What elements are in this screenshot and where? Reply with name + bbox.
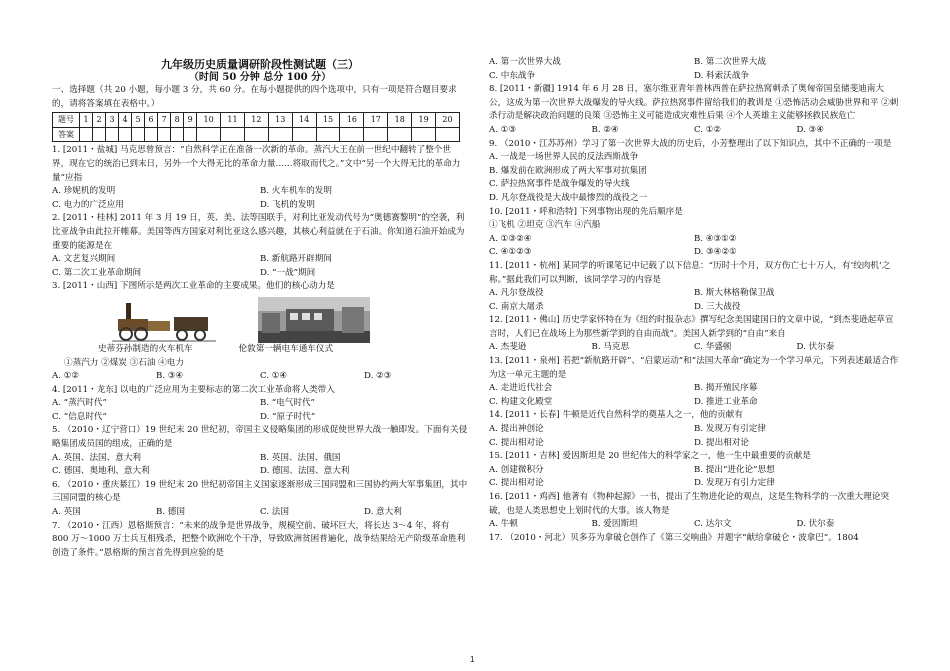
question-12 bbox=[489, 314, 899, 355]
question-16 bbox=[489, 491, 899, 532]
answer-cell[interactable] bbox=[412, 127, 436, 142]
option-a: A. 牛顿 bbox=[489, 519, 518, 530]
option-b: B. ④③①② bbox=[694, 233, 737, 244]
option-a: A. 文艺复兴期间 bbox=[52, 254, 116, 265]
option-c: C. ④①②③ bbox=[489, 247, 532, 258]
option-c: C. 德国、奥地利、意大利 bbox=[52, 466, 150, 477]
option-a: A. ①③ bbox=[489, 124, 517, 135]
exam-title: 九年级历史质量调研阶段性测试题（三） bbox=[161, 58, 359, 71]
option-c: C. 第二次工业革命期间 bbox=[52, 267, 142, 278]
answer-table-number: 18 bbox=[388, 113, 412, 128]
answer-table-number: 20 bbox=[436, 113, 460, 128]
section-intro: 一、选择题（共 20 小题，每小题 3 分，共 60 分。在每小题提供的四个选项中，只有一项是符合题目要求的，请将答案填在表格中。） bbox=[52, 85, 457, 109]
answer-table-number: 10 bbox=[197, 113, 221, 128]
question-stem: 14. [2011・长春] 牛顿是近代自然科学的奠基人之一，他的贡献有 bbox=[489, 410, 743, 421]
option-d: D. 推进工业革命 bbox=[694, 396, 758, 407]
answer-cell[interactable] bbox=[158, 127, 171, 142]
answer-cell[interactable] bbox=[244, 127, 268, 142]
option-d: D. 伏尔泰 bbox=[796, 519, 835, 530]
question-stem: 8. [2011・新疆] 1914 年 6 月 28 日，塞尔维亚青年普林西普在萨拉热窝刺杀了奥匈帝国皇储斐迪南大公，这成为第一次世界大战爆发的导火线。萨拉热窝事件留给我们的教训是 ①恐怖活动会威胁世界和平 ②刺杀行动是解决政治问题的良策 ③恐怖主义可能造成灾难性后果 ④个人英雄主义能够拯救民族危亡 bbox=[489, 84, 899, 122]
option-c: C. 中东战争 bbox=[489, 70, 536, 81]
answer-cell[interactable] bbox=[436, 127, 460, 142]
option-d: D. 提出相对论 bbox=[694, 437, 750, 448]
option-a: A. “蒸汽时代” bbox=[52, 398, 107, 409]
option-d: D. ②③ bbox=[364, 371, 392, 382]
answer-table-header: 题号 bbox=[53, 113, 80, 128]
question-4 bbox=[52, 384, 468, 425]
option-a: A. 走进近代社会 bbox=[489, 383, 553, 394]
option-b: B. ③④ bbox=[156, 371, 184, 382]
option-b: B. 爆发前在欧洲形成了两大军事对抗集团 bbox=[489, 165, 647, 176]
question-8 bbox=[489, 83, 899, 137]
option-a: A. 杰斐逊 bbox=[489, 342, 527, 353]
question-14 bbox=[489, 409, 899, 450]
question-stem: 12. [2011・佛山] 历史学家怀特在为《纽约时报杂志》撰写纪念美国建国日的文章中说，“到杰斐逊起草宣言时，人们已在战场上为那些新学到的自由而战”。美国人新学到的“自由”来自 bbox=[489, 315, 894, 339]
option-c: C. 提出相对论 bbox=[489, 437, 544, 448]
option-a: A. ①③②④ bbox=[489, 233, 532, 244]
option-a: A. 提出神创论 bbox=[489, 424, 544, 435]
question-stem: 1. [2011・盐城] 马克思曾预言：“自然科学正在准备一次新的革命。蒸汽大王在前一世纪中翻转了整个世界，现在它的统治已到末日，另外一个大得无比的革命力量……将取而代之。”文中“另一个大得无比的革命力量”应指 bbox=[52, 145, 461, 183]
option-d: D. 德国、法国、意大利 bbox=[260, 466, 350, 477]
option-c: C. 南京大屠杀 bbox=[489, 301, 544, 312]
answer-cell[interactable] bbox=[184, 127, 197, 142]
answer-table-number: 8 bbox=[171, 113, 184, 128]
question-stem: 5. （2010・辽宁营口）19 世纪末 20 世纪初，帝国主义侵略集团的形成促使世界大战一触即发。下面有关侵略集团成员国的组成，正确的是 bbox=[52, 425, 468, 450]
answer-table bbox=[52, 112, 460, 142]
question-11 bbox=[489, 260, 899, 314]
answer-table-number: 11 bbox=[221, 113, 245, 128]
electric-tram-photo bbox=[258, 297, 370, 343]
question-9 bbox=[489, 138, 899, 206]
answer-table-number: 12 bbox=[244, 113, 268, 128]
answer-cell[interactable] bbox=[93, 127, 106, 142]
answer-table-number: 19 bbox=[412, 113, 436, 128]
answer-cell[interactable] bbox=[197, 127, 221, 142]
question-stem: 4. [2011・龙东] 以电的广泛应用为主要标志的第二次工业革命将人类带入 bbox=[52, 384, 335, 395]
option-c: C. 提出相对论 bbox=[489, 478, 544, 489]
question-stem: 17. （2010・河北）贝多芬为拿破仑创作了《第三交响曲》并题字“献给拿破仑・波拿巴”。1804 bbox=[489, 532, 859, 543]
option-c: C. 电力的广泛应用 bbox=[52, 199, 124, 210]
answer-table-number: 3 bbox=[106, 113, 119, 128]
question-stem: 9. （2010・江苏苏州）学习了第一次世界大战的历史后，小芳整理出了以下知识点，其中不正确的一项是 bbox=[489, 138, 892, 149]
option-b: B. 发现万有引定律 bbox=[694, 424, 766, 435]
option-c: C. “信息时代” bbox=[52, 411, 107, 422]
image-caption-tram: 伦敦第一辆电车通车仪式 bbox=[238, 343, 334, 354]
option-c: C. ①④ bbox=[260, 371, 288, 382]
option-d: D. ③④ bbox=[796, 124, 824, 135]
answer-cell[interactable] bbox=[119, 127, 132, 142]
answer-cell[interactable] bbox=[106, 127, 119, 142]
question-17 bbox=[489, 532, 899, 546]
answer-table-number: 7 bbox=[158, 113, 171, 128]
option-b: B. 提出“进化论”思想 bbox=[694, 464, 775, 475]
question-13 bbox=[489, 355, 899, 409]
answer-cell[interactable] bbox=[364, 127, 388, 142]
question-2 bbox=[52, 212, 468, 280]
option-a: A. 英国、法国、意大利 bbox=[52, 452, 142, 463]
answer-table-number: 1 bbox=[80, 113, 93, 128]
option-b: B. 马克思 bbox=[591, 342, 630, 353]
option-b: B. 揭开殖民序幕 bbox=[694, 383, 758, 394]
option-a: A. 第一次世界大战 bbox=[489, 57, 561, 67]
question-stem: 6. （2010・重庆綦江）19 世纪末 20 世纪初帝国主义国家逐渐形成三国同盟和三国协约两大军事集团，其中三国同盟的核心是 bbox=[52, 479, 468, 504]
answer-table-number: 14 bbox=[292, 113, 316, 128]
question-6 bbox=[52, 479, 468, 520]
answer-cell[interactable] bbox=[80, 127, 93, 142]
option-b: B. “电气时代” bbox=[260, 398, 315, 409]
page-number: 1 bbox=[470, 655, 475, 664]
answer-cell[interactable] bbox=[316, 127, 340, 142]
question-1 bbox=[52, 144, 468, 212]
option-c: C. 达尔文 bbox=[694, 519, 732, 530]
question-stem: 11. [2011・杭州] 某同学的听课笔记中记载了以下信息：“历时十个月，双方伤亡七十万人，有‘绞肉机’之称。”据此我们可以判断，该同学学习的内容是 bbox=[489, 260, 891, 285]
option-b: B. 第二次世界大战 bbox=[694, 57, 766, 67]
option-d: D. 伏尔泰 bbox=[796, 342, 835, 353]
answer-table-label: 答案 bbox=[53, 127, 80, 142]
option-b: B. 爱因斯坦 bbox=[591, 519, 638, 530]
answer-table-number: 15 bbox=[316, 113, 340, 128]
right-column bbox=[489, 56, 899, 545]
question-stem: 10. [2011・呼和浩特] 下列事物出现的先后顺序是 bbox=[489, 206, 683, 217]
answer-table-number: 4 bbox=[119, 113, 132, 128]
option-c: C. 华盛顿 bbox=[694, 342, 732, 353]
option-c: C. 萨拉热窝事件是战争爆发的导火线 bbox=[489, 179, 630, 190]
answer-cell[interactable] bbox=[292, 127, 316, 142]
option-d: D. “原子时代” bbox=[260, 411, 316, 422]
option-c: C. 构建文化殿堂 bbox=[489, 396, 553, 407]
answer-cell[interactable] bbox=[268, 127, 292, 142]
answer-cell[interactable] bbox=[388, 127, 412, 142]
option-d: D. “一战”期间 bbox=[260, 267, 316, 278]
option-b: B. ②④ bbox=[591, 124, 619, 135]
answer-table-number: 2 bbox=[93, 113, 106, 128]
steam-locomotive-image bbox=[108, 297, 220, 343]
answer-table-number: 13 bbox=[268, 113, 292, 128]
left-column bbox=[52, 0, 468, 560]
option-d: D. 飞机的发明 bbox=[260, 199, 316, 210]
question-items: ①蒸汽力 ②煤炭 ③石油 ④电力 bbox=[64, 357, 184, 368]
option-a: A. 珍妮机的发明 bbox=[52, 186, 116, 197]
option-b: B. 斯大林格勒保卫战 bbox=[694, 288, 775, 299]
question-stem: 16. [2011・鸡西] 他著有《物种起源》一书，提出了生物进化论的观点，这是生物科学的一次重大理论突破，也是人类思想史上划时代的大事。该人物是 bbox=[489, 492, 890, 516]
option-d: D. 科索沃战争 bbox=[694, 70, 750, 81]
option-a: A. 一战是一场世界人民的反法西斯战争 bbox=[489, 152, 639, 163]
answer-cell[interactable] bbox=[221, 127, 245, 142]
question-stem: 3. [2011・山西] 下图所示是两次工业革命的主要成果。他们的核心动力是 bbox=[52, 281, 335, 292]
answer-cell[interactable] bbox=[171, 127, 184, 142]
answer-cell[interactable] bbox=[145, 127, 158, 142]
question-stem: 13. [2011・泉州] 若把“新航路开辟”、“启蒙运动”和“法国大革命”确定为一个学习单元，下列表述最适合作为这一单元主题的是 bbox=[489, 356, 899, 380]
answer-table-number: 6 bbox=[145, 113, 158, 128]
option-a: A. 创建微积分 bbox=[489, 464, 544, 475]
answer-table-number: 5 bbox=[132, 113, 145, 128]
question-10 bbox=[489, 206, 899, 260]
question-3 bbox=[52, 280, 468, 383]
option-d: D. 凡尔登战役是大战中最惨烈的战役之一 bbox=[489, 192, 648, 203]
option-b: B. 火车机车的发明 bbox=[260, 186, 332, 197]
option-a: A. 凡尔登战役 bbox=[489, 288, 544, 299]
option-a: A. ①② bbox=[52, 371, 80, 382]
question-5 bbox=[52, 424, 468, 478]
answer-cell[interactable] bbox=[340, 127, 364, 142]
option-d: D. ③④②① bbox=[694, 247, 737, 258]
option-d: D. 发现万有引力定律 bbox=[694, 478, 775, 489]
answer-table-number: 9 bbox=[184, 113, 197, 128]
question-15 bbox=[489, 450, 899, 491]
option-b: B. 新航路开辟期间 bbox=[260, 254, 332, 265]
question-stem: 2. [2011・桂林] 2011 年 3 月 19 日，英、美、法等国联手，对利比亚发动代号为“奥德赛黎明”的空袭，利比亚战争由此拉开帷幕。美国等西方国家对利比亚这么感兴趣，其核心利益就在于石油。你知道石油开始成为重要的能源是在 bbox=[52, 213, 465, 251]
option-d: D. 意大利 bbox=[364, 507, 402, 518]
option-b: B. 英国、法国、俄国 bbox=[260, 452, 341, 463]
image-caption-locomotive: 史蒂芬孙制造的火车机车 bbox=[98, 343, 193, 354]
exam-subtitle: （时间 50 分钟 总分 100 分） bbox=[188, 72, 332, 83]
answer-table-number: 16 bbox=[340, 113, 364, 128]
option-d: D. 三大战役 bbox=[694, 301, 741, 312]
answer-table-number: 17 bbox=[364, 113, 388, 128]
question-7-options bbox=[489, 56, 899, 83]
question-stem: 7. （2010・江西）恩格斯预言：“未来的战争是世界战争，规模空前、破坏巨大，将长达 3～4 年，将有 800 万～1000 万士兵互相残杀，把整个欧洲吃个干净，导致欧洲贫困普遍化，战争结果给无产阶级革命胜利创造了条件。”恩格斯的预言首先得到应验的是 bbox=[52, 520, 466, 558]
option-b: B. 德国 bbox=[156, 507, 185, 518]
option-c: C. 法国 bbox=[260, 507, 289, 518]
question-7 bbox=[52, 520, 468, 561]
question-stem: 15. [2011・吉林] 爱因斯坦是 20 世纪伟大的科学家之一，他一生中最重要的贡献是 bbox=[489, 451, 811, 462]
option-c: C. ①② bbox=[694, 124, 722, 135]
option-a: A. 英国 bbox=[52, 507, 81, 518]
answer-cell[interactable] bbox=[132, 127, 145, 142]
question-items: ①飞机 ②坦克 ③汽车 ④汽船 bbox=[489, 220, 601, 231]
